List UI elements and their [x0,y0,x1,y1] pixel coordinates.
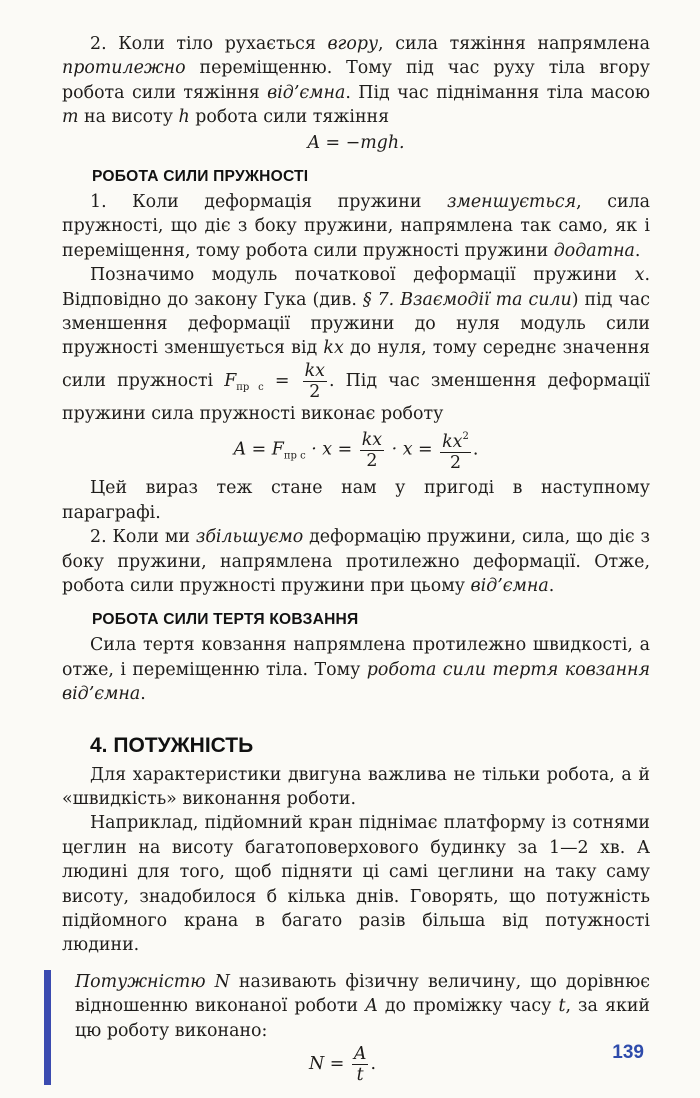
page-number: 139 [612,1042,644,1063]
section-heading-elastic-work: РОБОТА СИЛИ ПРУЖНОСТІ [92,168,309,186]
paragraph-friction: Сила тертя ковзання напрямлена протилежно швидкості, а отже, і переміщенню тіла. Тому робота сили тертя ковзання від’ємна. [62,635,650,705]
fraction-kx2-over-2: $\frac{kx^2}{2}$ [440,427,471,473]
paragraph-crane-example: Наприклад, підйомний кран піднімає платформу із сотнями цеглин на висоту багатоповерхового будинку за 1—2 хв. А людині для того, щоб підняти ці самі цеглини на таку саму висоту, знадобилося б кілька днів. Говорять, що потужність підйомного крана в багато разів більша від потужності людини. [62,813,650,956]
definition-text: Потужністю N називають фізичну величину, що дорівнює відношенню виконаної роботи A до проміжку часу t, за який цю роботу виконано: [75,971,651,1041]
paragraph-gravity-upward: 2. Коли тіло рухається вгору, сила тяжіння напрямлена протилежно переміщенню. Тому під час руху тіла вгору робота сили тяжіння від’ємна. Під час піднімання тіла масою m на висоту h робота сили тяжіння [62,34,650,128]
paragraph-next-use: Цей вираз теж стане нам у пригоді в наступному параграфі. [62,478,650,523]
paragraph-elastic-increase: 2. Коли ми збільшуємо деформацію пружини, сила, що діє з боку пружини, напрямлена протилежно деформації. Отже, робота сили пружності пружини при цьому від’ємна. [62,527,650,596]
section-heading-power: 4. ПОТУЖНІСТЬ [90,733,254,757]
paragraph-hooke-law: Позначимо модуль початкової деформації пружини x. Відповідно до закону Гука (див. § 7. Взаємодії та сили) під час зменшення деформації пружини до нуля модуль сили пружності зменшується від kx до нуля, тому середнє значення сили пружності $F_{пр с}$ = $\frac{kx}{2}$ . Під час зменшення деформації пружини сила пружності виконає роботу [62,265,650,424]
page-content [62,32,650,1088]
definition-box-power [44,970,650,1085]
fraction-kx-over-2: $\frac{kx}{2}$ [304,360,325,402]
formula-elastic-work: $A = F_{пр с} \cdot x$ = $\frac{kx}{2}$ · x = $\frac{kx^2}{2}$ . [62,427,650,473]
paragraph-elastic-decrease: 1. Коли деформація пружини зменшується, сила пружності, що діє з боку пружини, напрямлена так само, як і переміщення, тому робота сили пружності пружини додатна. [62,192,650,261]
fraction-A-over-t: $\frac{A}{t}$ [353,1044,367,1085]
formula-gravity-work: A = −mgh. [307,132,405,153]
formula-power: N = $\frac{A}{t}$ . [309,1044,376,1085]
section-heading-friction-work: РОБОТА СИЛИ ТЕРТЯ КОВЗАННЯ [92,611,359,629]
cross-reference-link[interactable]: § 7. Взаємодії та сили [362,289,572,310]
paragraph-power-intro: Для характеристики двигуна важлива не тільки робота, а й «швидкість» виконання роботи. [62,764,650,809]
fraction-kx-over-2: $\frac{kx}{2}$ [361,429,383,471]
